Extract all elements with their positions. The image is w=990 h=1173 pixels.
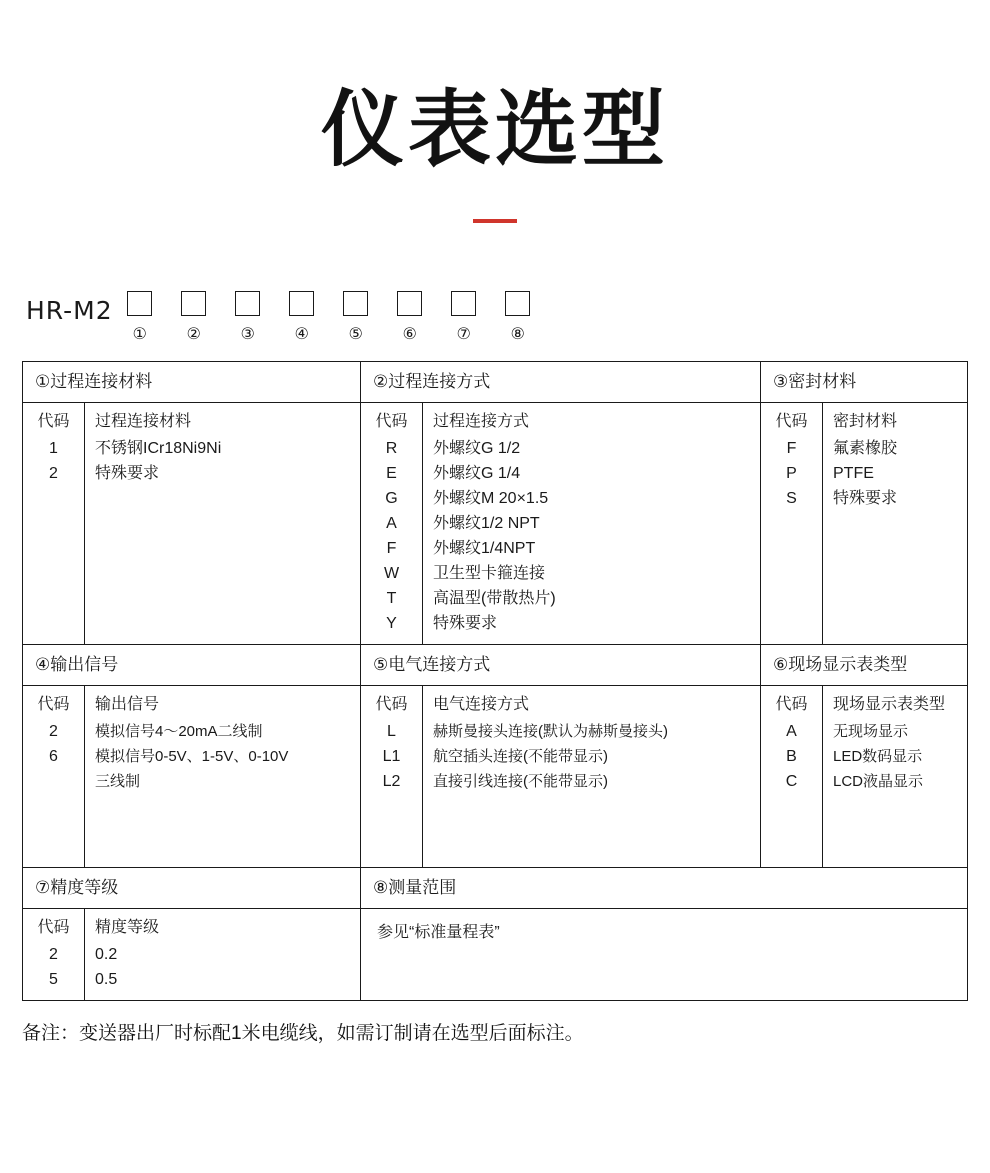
description-cell: 三线制 <box>95 773 141 791</box>
code-cell: A <box>386 515 397 533</box>
code-box-number-6: ⑥ <box>402 324 417 344</box>
description-cell: LCD液晶显示 <box>833 773 924 791</box>
table-band-2 <box>23 645 967 868</box>
code-cell: F <box>786 440 797 458</box>
section-local-display-type <box>761 645 967 867</box>
model-prefix: HR-M2 <box>26 296 113 326</box>
code-box-number-4: ④ <box>294 324 309 344</box>
description-cell: 外螺纹G 1/2 <box>433 440 521 458</box>
specification-table <box>22 361 968 1001</box>
section-title: ①过程连接材料 <box>23 362 360 403</box>
code-cell: L2 <box>382 773 401 791</box>
code-column <box>761 403 823 644</box>
code-cell: 2 <box>49 946 58 964</box>
code-column-header: 代码 <box>37 919 70 937</box>
description-cell: 直接引线连接(不能带显示) <box>433 773 608 791</box>
code-box-number-2: ② <box>186 324 201 344</box>
description-cell: 特殊要求 <box>433 615 498 633</box>
description-cell: 外螺纹M 20×1.5 <box>433 490 549 508</box>
section-body <box>761 686 967 867</box>
section-body <box>761 403 967 644</box>
code-box-number-1: ① <box>132 324 147 344</box>
description-column <box>85 686 360 867</box>
code-column <box>761 686 823 867</box>
table-band-3 <box>23 868 967 1000</box>
code-cell: 2 <box>49 723 58 741</box>
code-cell: 6 <box>49 748 58 766</box>
description-column-header: 密封材料 <box>833 413 898 431</box>
code-box-8[interactable] <box>505 291 530 316</box>
code-box-4[interactable] <box>289 291 314 316</box>
section-title: ⑧测量范围 <box>361 868 967 909</box>
description-cell: 无现场显示 <box>833 723 909 741</box>
section-body <box>23 686 360 867</box>
model-code-row <box>0 291 990 343</box>
description-cell: 外螺纹1/4NPT <box>433 540 536 558</box>
code-box-cell <box>329 291 383 343</box>
description-column <box>85 403 360 644</box>
section-title: ⑤电气连接方式 <box>361 645 760 686</box>
description-column <box>823 686 967 867</box>
code-column <box>361 686 423 867</box>
section-title: ④输出信号 <box>23 645 360 686</box>
code-box-6[interactable] <box>397 291 422 316</box>
code-cell: T <box>386 590 397 608</box>
code-cell: C <box>785 773 798 791</box>
code-column-header: 代码 <box>37 413 70 431</box>
description-column-header: 精度等级 <box>95 919 160 937</box>
section-title: ③密封材料 <box>761 362 967 403</box>
description-column <box>85 909 360 1000</box>
code-column <box>23 686 85 867</box>
code-cell: E <box>386 465 397 483</box>
description-cell: 外螺纹G 1/4 <box>433 465 521 483</box>
description-cell: 0.2 <box>95 946 118 964</box>
section-body <box>23 909 360 1000</box>
description-cell: 外螺纹1/2 NPT <box>433 515 540 533</box>
section-sealing-material <box>761 362 967 644</box>
section-title: ②过程连接方式 <box>361 362 760 403</box>
code-cell: Y <box>386 615 397 633</box>
code-box-number-8: ⑧ <box>510 324 525 344</box>
measuring-range-note: 参见“标准量程表” <box>377 924 500 942</box>
description-cell: 氟素橡胶 <box>833 440 898 458</box>
code-cell: R <box>385 440 398 458</box>
section-electrical-connection <box>361 645 761 867</box>
code-box-cell <box>275 291 329 343</box>
description-cell: 航空插头连接(不能带显示) <box>433 748 608 766</box>
table-band-1 <box>23 362 967 645</box>
description-cell: 高温型(带散热片) <box>433 590 556 608</box>
code-column-header: 代码 <box>37 696 70 714</box>
code-cell: L <box>387 723 396 741</box>
description-column-header: 过程连接材料 <box>95 413 192 431</box>
section-process-connection-material <box>23 362 361 644</box>
code-cell: 2 <box>49 465 58 483</box>
code-cell: S <box>786 490 797 508</box>
code-cell: F <box>386 540 397 558</box>
description-column-header: 过程连接方式 <box>433 413 530 431</box>
code-box-cell <box>491 291 545 343</box>
description-column-header: 电气连接方式 <box>433 696 530 714</box>
code-column-header: 代码 <box>375 413 408 431</box>
description-cell: 模拟信号0-5V、1-5V、0-10V <box>95 748 289 766</box>
description-column <box>423 686 760 867</box>
code-cell: L1 <box>382 748 401 766</box>
code-box-2[interactable] <box>181 291 206 316</box>
code-cell: 1 <box>49 440 58 458</box>
description-column <box>423 403 760 644</box>
code-cell: G <box>385 490 398 508</box>
code-box-3[interactable] <box>235 291 260 316</box>
section-body <box>361 686 760 867</box>
description-cell: 模拟信号4～20mA二线制 <box>95 723 263 741</box>
code-column-header: 代码 <box>775 413 808 431</box>
description-cell: 不锈钢ICr18Ni9Ni <box>95 440 222 458</box>
code-column <box>361 403 423 644</box>
section-measuring-range <box>361 868 967 1000</box>
code-cell: P <box>786 465 797 483</box>
code-box-cell <box>383 291 437 343</box>
description-column-header: 输出信号 <box>95 696 160 714</box>
code-box-cell <box>113 291 167 343</box>
code-cell: A <box>786 723 797 741</box>
code-column-header: 代码 <box>775 696 808 714</box>
description-cell: 特殊要求 <box>833 490 898 508</box>
code-cell: B <box>786 748 797 766</box>
code-box-cell <box>221 291 275 343</box>
code-column-header: 代码 <box>375 696 408 714</box>
page-title: 仪表选型 <box>321 81 669 178</box>
description-cell: LED数码显示 <box>833 748 923 766</box>
section-title: ⑦精度等级 <box>23 868 360 909</box>
section-output-signal <box>23 645 361 867</box>
code-box-cell <box>167 291 221 343</box>
code-column <box>23 909 85 1000</box>
code-cell: W <box>383 565 400 583</box>
code-box-5[interactable] <box>343 291 368 316</box>
title-block <box>0 0 990 223</box>
description-cell: 特殊要求 <box>95 465 160 483</box>
description-cell: 0.5 <box>95 971 118 989</box>
code-boxes <box>113 291 545 343</box>
section-process-connection-type <box>361 362 761 644</box>
section-body <box>23 403 360 644</box>
description-column <box>823 403 967 644</box>
code-box-number-5: ⑤ <box>348 324 363 344</box>
code-box-1[interactable] <box>127 291 152 316</box>
code-cell <box>23 769 84 794</box>
section-body <box>361 403 760 644</box>
title-divider <box>473 219 517 223</box>
section-title: ⑥现场显示表类型 <box>761 645 967 686</box>
description-cell: PTFE <box>833 465 874 483</box>
code-box-number-7: ⑦ <box>456 324 471 344</box>
code-box-7[interactable] <box>451 291 476 316</box>
footnote: 备注：变送器出厂时标配1米电缆线，如需订制请在选型后面标注。 <box>22 1023 584 1045</box>
code-box-number-3: ③ <box>240 324 255 344</box>
code-column <box>23 403 85 644</box>
description-cell: 赫斯曼接头连接(默认为赫斯曼接头) <box>433 723 668 741</box>
code-cell: 5 <box>49 971 58 989</box>
description-column-header: 现场显示表类型 <box>833 696 946 714</box>
description-cell: 卫生型卡箍连接 <box>433 565 546 583</box>
code-box-cell <box>437 291 491 343</box>
section-accuracy-class <box>23 868 361 1000</box>
